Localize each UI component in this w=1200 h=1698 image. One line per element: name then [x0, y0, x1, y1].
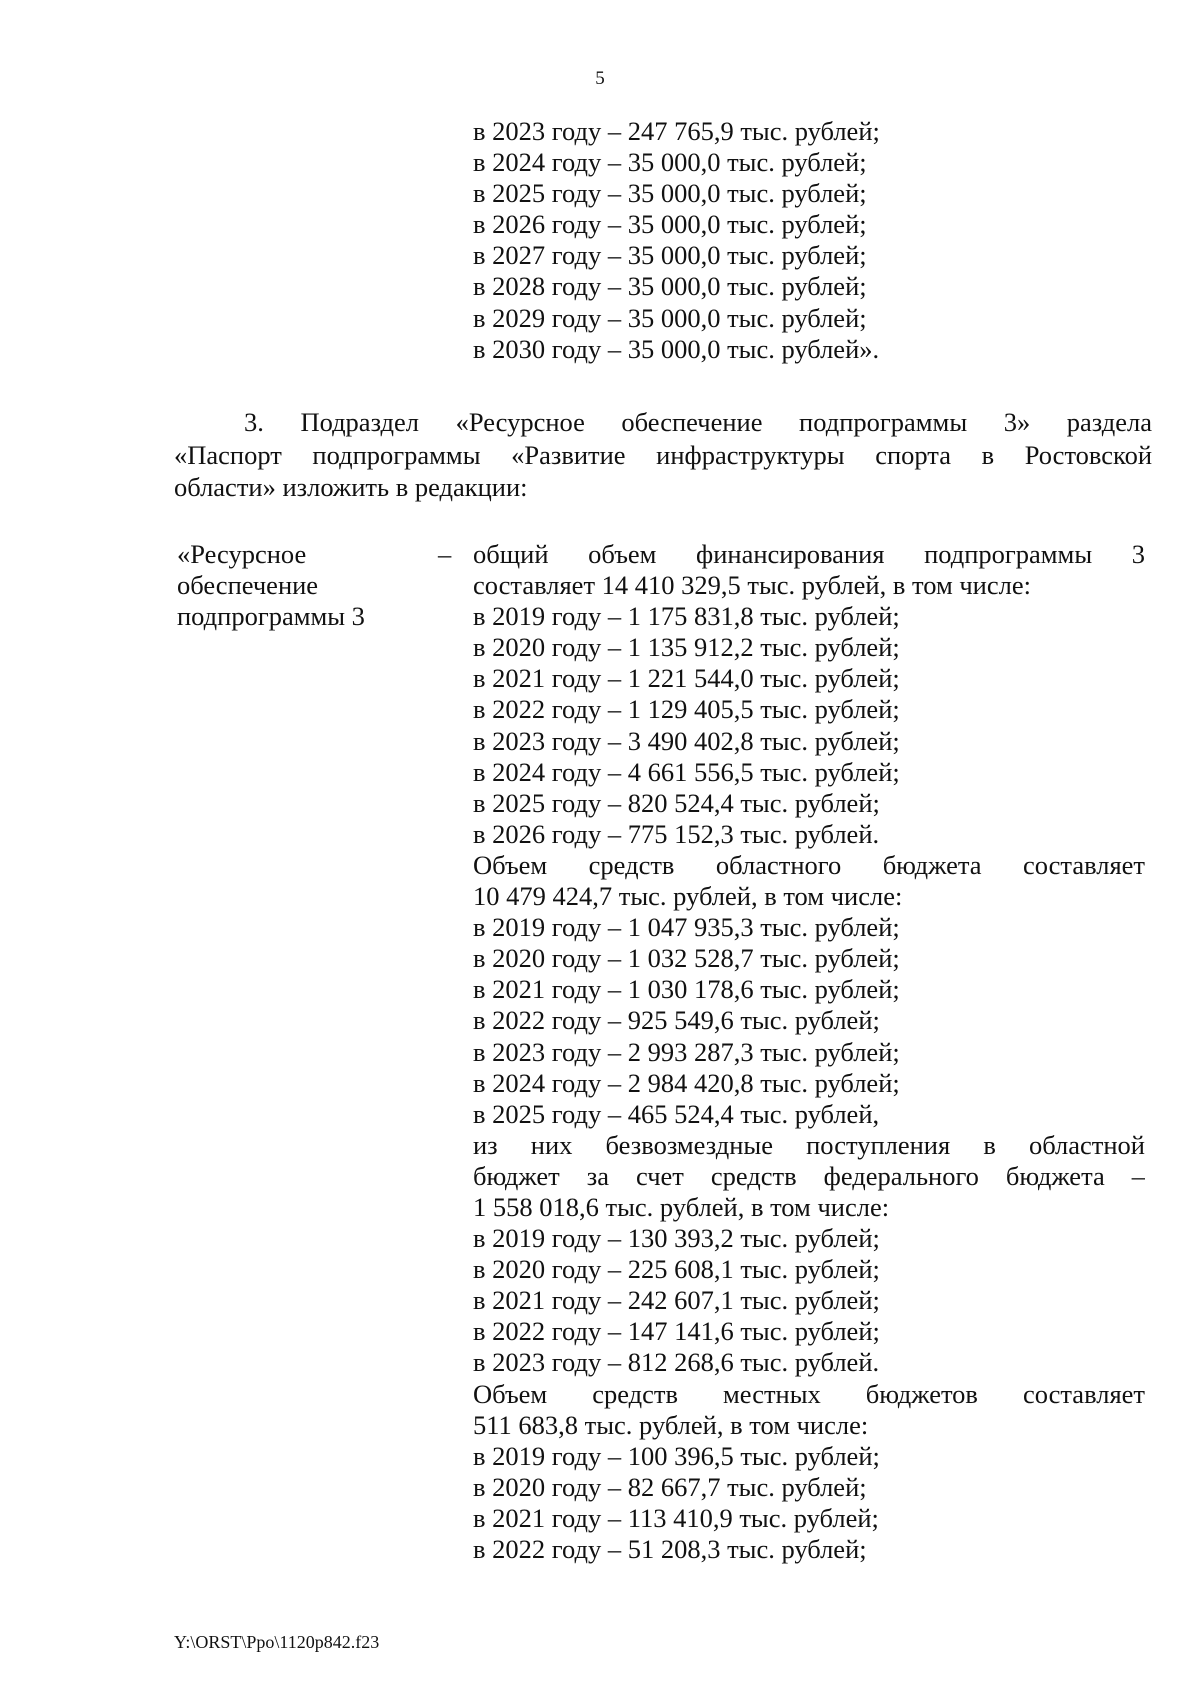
funding-year-line: в 2028 году – 35 000,0 тыс. рублей;: [473, 271, 867, 302]
passport-value-line: в 2020 году – 82 667,7 тыс. рублей;: [473, 1471, 867, 1502]
passport-value-line: составляет 14 410 329,5 тыс. рублей, в том числе:: [473, 570, 1031, 601]
paragraph-line: «Паспорт подпрограммы «Развитие инфраструктуры спорта в Ростовской: [174, 439, 1152, 470]
passport-value-line: в 2024 году – 4 661 556,5 тыс. рублей;: [473, 756, 900, 787]
passport-value-line: в 2019 году – 1 175 831,8 тыс. рублей;: [473, 601, 900, 632]
passport-value-line: в 2023 году – 812 268,6 тыс. рублей.: [473, 1347, 880, 1378]
passport-value-line: 10 479 424,7 тыс. рублей, в том числе:: [473, 881, 903, 912]
passport-value-line: 511 683,8 тыс. рублей, в том числе:: [473, 1409, 869, 1440]
passport-label-line: «Ресурсное: [177, 539, 307, 569]
funding-year-line: в 2023 году – 247 765,9 тыс. рублей;: [473, 116, 880, 146]
passport-value-line: в 2024 году – 2 984 420,8 тыс. рублей;: [473, 1067, 900, 1098]
passport-value-line: в 2021 году – 1 030 178,6 тыс. рублей;: [473, 974, 900, 1005]
passport-value-line: Объем средств областного бюджета составляет: [473, 849, 1145, 880]
passport-value-line: 1 558 018,6 тыс. рублей, в том числе:: [473, 1191, 890, 1222]
funding-year-line: в 2030 году – 35 000,0 тыс. рублей».: [473, 333, 880, 364]
passport-value-line: в 2025 году – 465 524,4 тыс. рублей,: [473, 1098, 880, 1129]
funding-year-line: в 2025 году – 35 000,0 тыс. рублей;: [473, 178, 867, 209]
passport-value-line: в 2026 году – 775 152,3 тыс. рублей.: [473, 818, 880, 849]
passport-value-line: Объем средств местных бюджетов составляет: [473, 1378, 1145, 1409]
passport-value-line: общий объем финансирования подпрограммы 3: [473, 539, 1145, 569]
passport-label-line: подпрограммы 3: [177, 601, 365, 632]
page-number: 5: [595, 68, 605, 89]
funding-year-line: в 2029 году – 35 000,0 тыс. рублей;: [473, 302, 867, 333]
passport-value-line: в 2020 году – 1 032 528,7 тыс. рублей;: [473, 943, 900, 974]
funding-continuation-list: [473, 116, 993, 365]
passport-value-line: в 2023 году – 2 993 287,3 тыс. рублей;: [473, 1036, 900, 1067]
document-file-path: Y:\ORST\Ppo\1120p842.f23: [174, 1632, 380, 1652]
passport-value-line: в 2020 году – 225 608,1 тыс. рублей;: [473, 1254, 880, 1285]
passport-value-line: в 2020 году – 1 135 912,2 тыс. рублей;: [473, 632, 900, 663]
passport-value-line: в 2021 году – 1 221 544,0 тыс. рублей;: [473, 663, 900, 694]
passport-value-line: в 2021 году – 242 607,1 тыс. рублей;: [473, 1285, 880, 1316]
passport-value-line: в 2019 году – 100 396,5 тыс. рублей;: [473, 1440, 880, 1471]
passport-value-line: в 2019 году – 130 393,2 тыс. рублей;: [473, 1223, 880, 1254]
passport-value-line: в 2019 году – 1 047 935,3 тыс. рублей;: [473, 912, 900, 943]
passport-value-line: в 2021 году – 113 410,9 тыс. рублей;: [473, 1502, 879, 1533]
funding-year-line: в 2026 году – 35 000,0 тыс. рублей;: [473, 209, 867, 240]
passport-value-line: из них безвозмездные поступления в областной: [473, 1129, 1145, 1160]
passport-field-label: [177, 539, 417, 632]
passport-value-line: бюджет за счет средств федерального бюджета –: [473, 1160, 1145, 1191]
funding-year-line: в 2027 году – 35 000,0 тыс. рублей;: [473, 240, 867, 271]
funding-year-line: в 2024 году – 35 000,0 тыс. рублей;: [473, 147, 867, 178]
passport-value-line: в 2022 году – 1 129 405,5 тыс. рублей;: [473, 694, 900, 725]
passport-label-line: обеспечение: [177, 570, 319, 601]
passport-value-line: в 2023 году – 3 490 402,8 тыс. рублей;: [473, 725, 900, 756]
passport-value-line: в 2025 году – 820 524,4 тыс. рублей;: [473, 787, 880, 818]
passport-field-dash: –: [438, 539, 452, 569]
amendment-paragraph: [174, 406, 1152, 504]
passport-value-line: в 2022 году – 51 208,3 тыс. рублей;: [473, 1534, 867, 1564]
passport-value-line: в 2022 году – 147 141,6 тыс. рублей;: [473, 1316, 880, 1347]
paragraph-line: 3. Подраздел «Ресурсное обеспечение подпрограммы 3» раздела: [244, 407, 1152, 437]
passport-value-line: в 2022 году – 925 549,6 тыс. рублей;: [473, 1005, 880, 1036]
paragraph-line: области» изложить в редакции:: [174, 472, 528, 502]
passport-field-value: [473, 539, 1145, 1565]
